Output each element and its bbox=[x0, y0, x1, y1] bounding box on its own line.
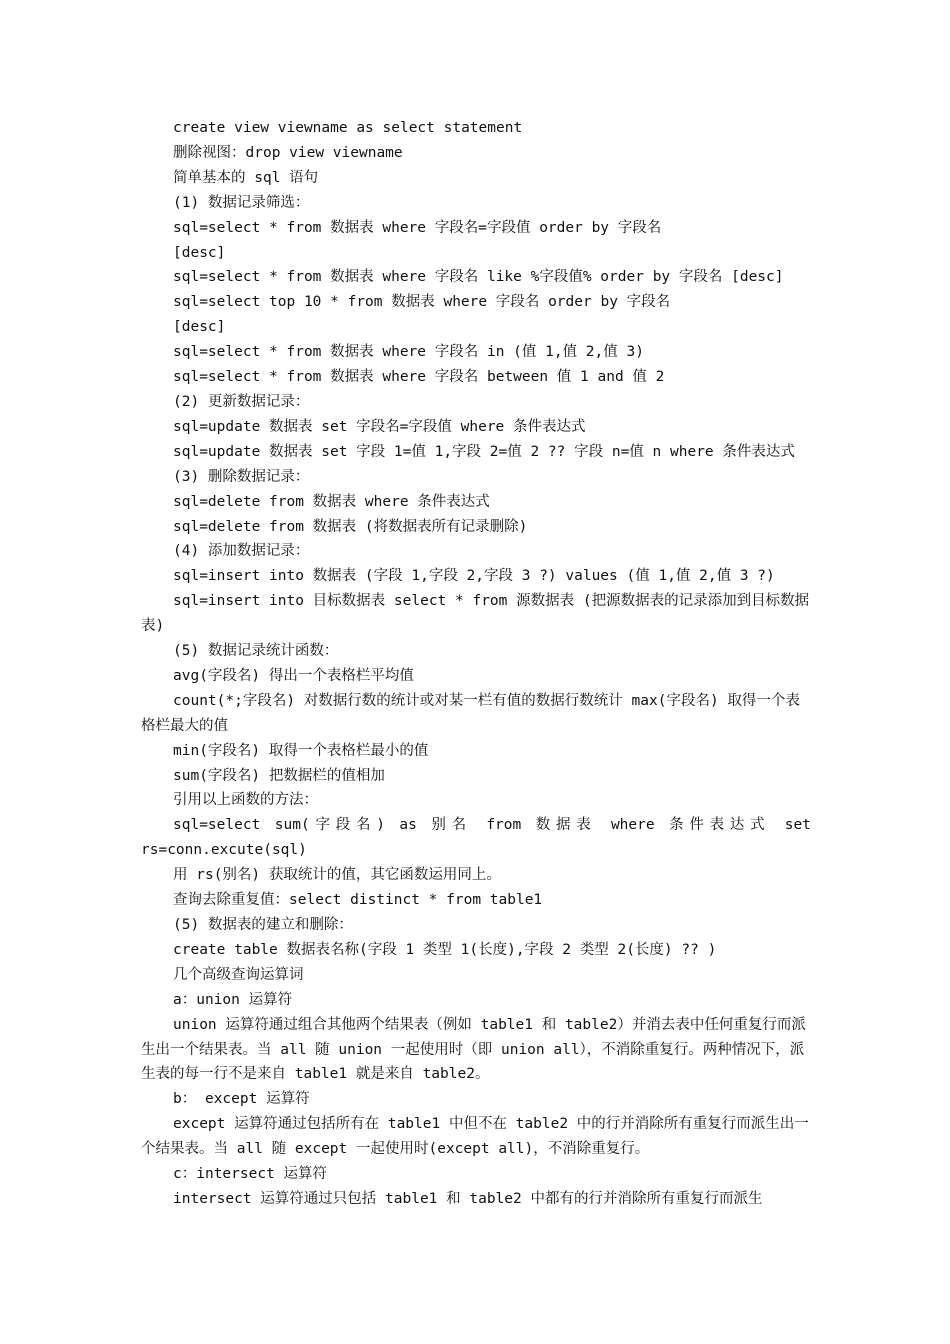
paragraph-sum-line1: sql=select sum(字段名) as 别名 from 数据表 where 条件表达式 set bbox=[173, 817, 811, 834]
text-line: sum(字段名) 把数据栏的值相加 bbox=[173, 767, 385, 784]
text-line: 用 rs(别名) 获取统计的值，其它函数运用同上。 bbox=[173, 867, 501, 884]
section-heading: b： except 运算符 bbox=[173, 1091, 310, 1108]
text-line: 删除视图：drop view viewname bbox=[173, 144, 403, 161]
text-line: 简单基本的 sql 语句 bbox=[173, 169, 319, 186]
section-heading: (2) 更新数据记录： bbox=[173, 393, 310, 410]
text-line: 查询去除重复值：select distinct * from table1 bbox=[173, 892, 543, 909]
code-line: sql=select * from 数据表 where 字段名 like %字段值% order by 字段名 [desc] bbox=[173, 269, 784, 286]
code-line: sql=update 数据表 set 字段 1=值 1,字段 2=值 2 ?? 字段 n=值 n where 条件表达式 bbox=[173, 443, 795, 460]
section-heading: (3) 删除数据记录： bbox=[173, 468, 310, 485]
paragraph-count: count(*;字段名) 对数据行数的统计或对某一栏有值的数据行数统计 max(字段名) 取得一个表格栏最大的值 bbox=[141, 692, 800, 734]
section-heading: (4) 添加数据记录： bbox=[173, 543, 310, 560]
section-heading: c：intersect 运算符 bbox=[173, 1166, 328, 1183]
document-body bbox=[141, 116, 811, 1212]
section-heading: a：union 运算符 bbox=[173, 991, 293, 1008]
section-heading: (5) 数据表的建立和删除： bbox=[173, 917, 353, 933]
code-line: [desc] bbox=[173, 319, 226, 336]
code-line: sql=delete from 数据表 (将数据表所有记录删除) bbox=[173, 518, 528, 535]
code-line: sql=select * from 数据表 where 字段名 between 值 1 and 值 2 bbox=[173, 369, 665, 386]
paragraph-sum-line2: rs=conn.excute(sql) bbox=[141, 842, 307, 859]
text-line: avg(字段名) 得出一个表格栏平均值 bbox=[173, 667, 414, 684]
paragraph-union: union 运算符通过组合其他两个结果表（例如 table1 和 table2）并消去表中任何重复行而派生出一个结果表。当 all 随 union 一起使用时（即 union all），不消除重复行。两种情况下，派生表的每一行不是来自 table1 就是来自 table2。 bbox=[141, 1016, 806, 1083]
code-line: sql=update 数据表 set 字段名=字段值 where 条件表达式 bbox=[173, 418, 586, 435]
code-line: sql=insert into 数据表 (字段 1,字段 2,字段 3 ?) values (值 1,值 2,值 3 ?) bbox=[173, 568, 775, 585]
code-line: sql=delete from 数据表 where 条件表达式 bbox=[173, 493, 490, 510]
code-line: [desc] bbox=[173, 244, 226, 261]
code-line: sql=select * from 数据表 where 字段名=字段值 order by 字段名 bbox=[173, 219, 662, 236]
text-line: 几个高级查询运算词 bbox=[173, 966, 304, 983]
text-line: min(字段名) 取得一个表格栏最小的值 bbox=[173, 742, 429, 759]
code-line: sql=select top 10 * from 数据表 where 字段名 order by 字段名 bbox=[173, 294, 671, 311]
paragraph-intersect: intersect 运算符通过只包括 table1 和 table2 中都有的行并消除所有重复行而派生 bbox=[173, 1190, 763, 1207]
text-line: 引用以上函数的方法： bbox=[173, 792, 318, 809]
code-line: create table 数据表名称(字段 1 类型 1(长度),字段 2 类型 2(长度) ?? ) bbox=[173, 941, 717, 958]
paragraph-except: except 运算符通过包括所有在 table1 中但不在 table2 中的行并消除所有重复行而派生出一个结果表。当 all 随 except 一起使用时(except all)，不消除重复行。 bbox=[141, 1116, 809, 1158]
code-line: sql=select * from 数据表 where 字段名 in (值 1,值 2,值 3) bbox=[173, 344, 644, 361]
section-heading: (5) 数据记录统计函数： bbox=[173, 643, 339, 660]
text-line: create view viewname as select statement bbox=[173, 120, 523, 136]
paragraph-insert-select: sql=insert into 目标数据表 select * from 源数据表 (把源数据表的记录添加到目标数据表) bbox=[141, 593, 810, 635]
section-heading: (1) 数据记录筛选： bbox=[173, 194, 310, 211]
